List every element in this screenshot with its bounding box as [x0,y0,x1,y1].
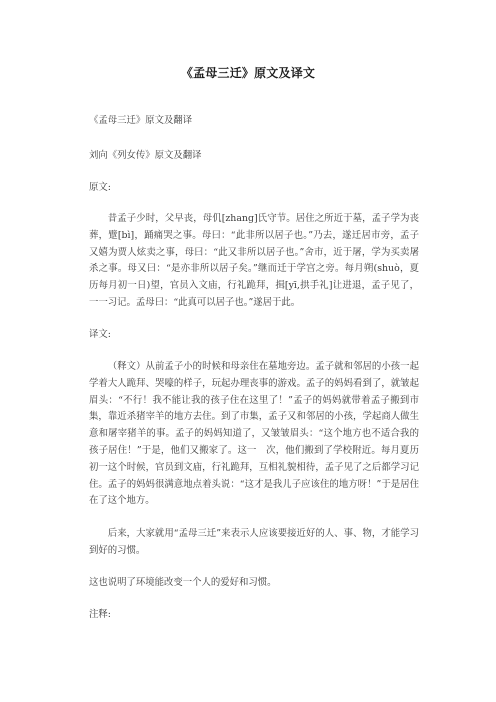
translation-heading: 译文: [89,329,111,340]
source-line: 刘向《列女传》原文及翻译 [89,150,202,161]
original-text-paragraph: 昔孟子少时，父早丧，母仉[zhang]氏守节。居住之所近于墓，孟子学为丧葬，躄[bì]，踊痛哭之事。母曰：“此非所以居子也。”乃去，遂迁居市旁，孟子又嬉为贾人炫卖之事，母曰：“此又非所以居子也。”舍市，近于屠，学为买卖屠杀之事。母又曰：“是亦非所以居子矣。”继而迁于学宫之旁。每月朔(shuò，夏历每月初一日)望，官员入文庙，行礼跪拜，揖[yī,拱手礼]让进退，孟子见了，一一习记。孟母曰：“此真可以居子也。”遂居于此。 [89,213,419,308]
later-usage-paragraph: 后来，大家就用“孟母三迁”来表示人应该要接近好的人、事、物，才能学习到好的习惯。 [89,528,419,556]
translation-text-paragraph: （释文）从前孟子小的时候和母亲住在墓地旁边。孟子就和邻居的小孩一起学着大人跪拜、哭嚎的样子，玩起办理丧事的游戏。孟子的妈妈看到了，就皱起眉头：“不行！我不能让我的孩子住在这里了！”孟子的妈妈就带着孟子搬到市集，靠近杀猪宰羊的地方去住。到了市集，孟子又和邻居的小孩，学起商人做生意和屠宰猪羊的事。孟子的妈妈知道了，又皱皱眉头：“这个地方也不适合我的孩子居住！”于是，他们又搬家了。这一 次，他们搬到了学校附近。每月夏历初一这个时候，官员到文庙，行礼跪拜，互相礼貌相待，孟子见了之后都学习记住。孟子的妈妈很满意地点着头说：“这才是我儿子应该住的地方呀！”于是居住在了这个地方。 [89,361,419,507]
notes-heading: 注释: [89,609,111,620]
subtitle-line: 《孟母三迁》原文及翻译 [89,115,193,126]
original-heading: 原文: [89,182,111,193]
conclusion-line: 这也说明了环境能改变一个人的爱好和习惯。 [89,577,277,588]
document-title: 《孟母三迁》原文及译文 [180,66,316,80]
